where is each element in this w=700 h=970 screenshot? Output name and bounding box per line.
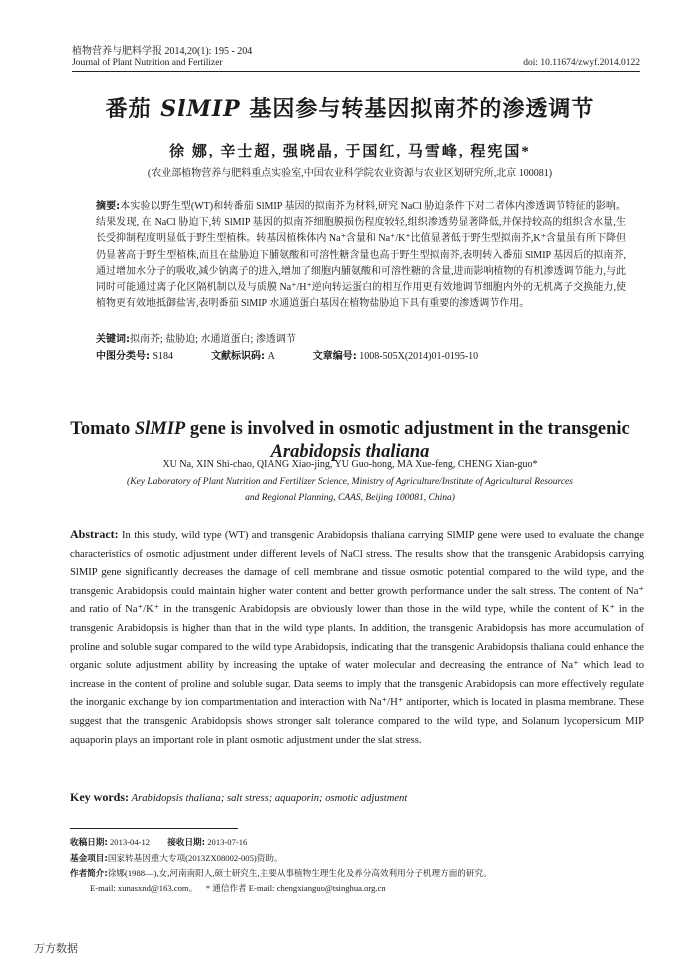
footnote-rule xyxy=(70,828,238,829)
footnote-email xyxy=(70,881,670,896)
title-cn: 番茄 SlMIP 基因参与转基因拟南芥的渗透调节 xyxy=(105,96,595,122)
title-en: Tomato SlMIP gene is involved in osmotic adjustment in the transgenic Arabidopsis thaliana xyxy=(70,419,630,462)
abstract-en-label: Abstract: xyxy=(70,527,119,541)
abstract-cn-text: 本实验以野生型(WT)和转番茄 SlMIP 基因的拟南芥为材料,研究 NaCl 胁迫条件下对二者体内渗透调节特征的影响。结果发现, 在 NaCl 胁迫下,转 SlMIP 基因的拟南芥细胞膜损伤程度较轻,组织渗透势显著降低,并保持较高的组织含水量,生长受抑制程度明显低于野生型植株。转基因植株体内 Na⁺含量和 Na⁺/K⁺比值显著低于野生型拟南芥,K⁺含量虽有所下降但仍显著高于野生型植株,而且在盐胁迫下脯氨酸和可溶性糖含量也高于野生型拟南芥,表明转入番茄 SlMIP 基因后的拟南芥,通过增加水分子的吸收,减少钠离子的进入,增加了细胞内脯氨酸和可溶性糖的含量,进而影响植物的有机渗透调节能力,与此同时可能通过离子化区隔机制以及与质膜 Na⁺/H⁺逆向转运蛋白的相互作用更有效地调节细胞内外的无机离子交换能力,使植物更有效地抵御盐害,表明番茄 SlMIP 水通道蛋白基因在植物盐胁迫下具有重要的渗透调节作用。 xyxy=(96,201,626,310)
author-email: E-mail: xunasxnd@163.com。 xyxy=(90,883,198,893)
title-en-gene: SlMIP xyxy=(134,419,186,439)
wanfang-watermark: 万方数据 xyxy=(34,942,78,955)
keywords-en-label: Key words: xyxy=(70,790,129,804)
affiliation-cn: (农业部植物营养与肥料重点实验室,中国农业科学院农业资源与农业区划研究所,北京 100081) xyxy=(147,168,553,179)
corresponding-email: * 通信作者 E-mail: chengxianguo@tsinghua.org.cn xyxy=(205,883,386,893)
classification-line: 中图分类号: S184 文献标识码: A 文章编号: 1008-505X(2014)01-0195-10 xyxy=(96,351,479,362)
doi[interactable]: doi: 10.11674/zwyf.2014.0122 xyxy=(523,58,640,68)
footnote-fund: 基金项目:国家转基因重大专项(2013ZX08002-005)资助。 xyxy=(70,853,283,864)
affiliation-en: (Key Laboratory of Plant Nutrition and Fertilizer Science, Ministry of Agriculture/Institute of Agricultural Resources and Regional Planning, CAAS, Beijing 100081, China) xyxy=(127,477,573,503)
footnote-author: 作者简介:徐娜(1988—),女,河南南阳人,硕士研究生,主要从事植物生理生化及养分高效利用分子机理方面的研究。 xyxy=(70,868,492,879)
journal-header-cn: 植物营养与肥料学报 2014,20(1): 195 - 204 xyxy=(72,46,253,57)
title-cn-gene: SlMIP xyxy=(160,96,241,122)
title-en-species: Arabidopsis thaliana xyxy=(270,442,430,462)
keywords-en: Key words: Arabidopsis thaliana; salt stress; aquaporin; osmotic adjustment xyxy=(70,790,408,804)
abstract-en-text: In this study, wild type (WT) and transgenic Arabidopsis thaliana carrying SlMIP gene were used to evaluate the change characteristics of osmotic adjustment under different levels of NaCl stress. The results show that the transgenic Arabidopsis carrying SlMIP gene significantly decreases the damage of cell membrane and tissue osmotic potential compared to the wild type, and the transgenic Arabidopsis could maintain higher water content and better growth performance under the salt stress. The content of Na⁺ and ratio of Na⁺/K⁺ in the transgenic Arabidopsis are obviously lower than those in the wild type, while the content of K⁺ in the transgenic Arabidopsis is higher than that in the wild type plants. In addition, the transgenic Arabidopsis has more accumulation of proline and soluble sugar compared to the wild type Arabidopsis, indicating that the transgenic Arabidopsis thaliana could enhance the organic solute adjustment ability by increasing the uptake of water molecular and decreasing the entrance of Na⁺ which lead to increase in the content of proline and soluble sugar. Data seems to imply that the transgenic Arabidopsis can more effectively regulate the inorganic exchange by ion compartmentation and interaction with Na⁺/H⁺ antiporter, which is located in plasma membrane. These suggest that the transgenic Arabidopsis shows stronger salt tolerance compared to the wild type, and Solanum lycopersicum MIP aquaporin plays an important role in plant osmotic adjustment under the slat stress. xyxy=(70,530,644,746)
authors-cn: 徐 娜, 辛士超, 强晓晶, 于国红, 马雪峰, 程宪国* xyxy=(169,144,531,160)
abstract-cn xyxy=(96,199,626,312)
authors-en: XU Na, XIN Shi-chao, QIANG Xiao-jing, YU Guo-hong, MA Xue-feng, CHENG Xian-guo* xyxy=(162,459,538,470)
header-rule xyxy=(72,71,640,72)
keywords-cn-label: 关键词: xyxy=(96,334,130,345)
abstract-en xyxy=(70,525,644,750)
footnote-dates: 收稿日期: 2013-04-12 接收日期: 2013-07-16 xyxy=(70,837,248,848)
abstract-cn-label: 摘要: xyxy=(96,201,121,212)
keywords-cn: 关键词:拟南芥; 盐胁迫; 水通道蛋白; 渗透调节 xyxy=(96,334,296,345)
journal-header-en: Journal of Plant Nutrition and Fertilizer xyxy=(72,58,223,68)
